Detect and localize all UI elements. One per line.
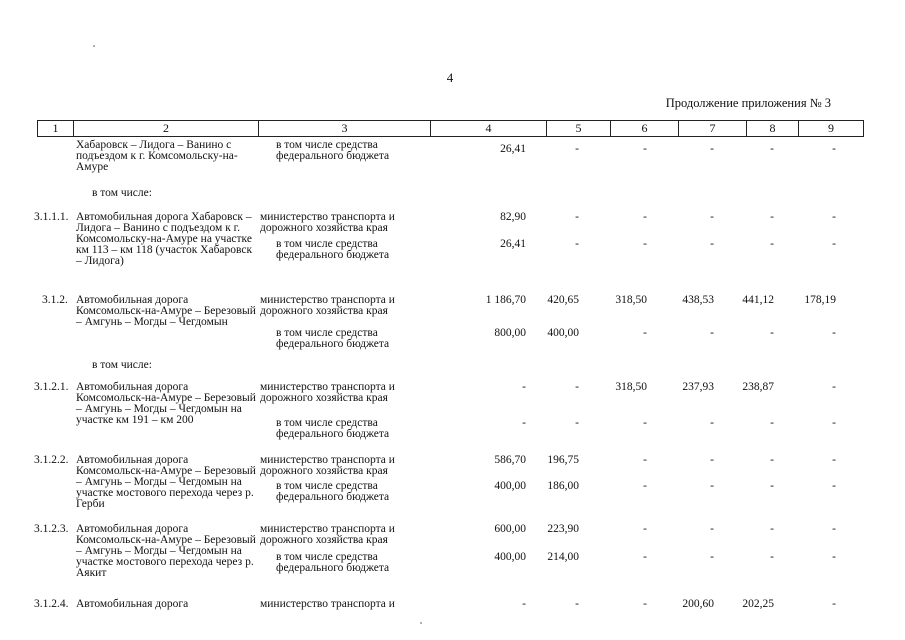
responsible-executor: министерство транспорта и дорожного хозяйства края: [260, 523, 395, 546]
value-col-5: -: [575, 598, 579, 610]
funding-source: в том числе средства федерального бюджета: [276, 417, 390, 440]
value-col-4: -: [522, 381, 526, 393]
item-code: 3.1.1.1.: [34, 211, 69, 223]
value-col-8: 238,87: [742, 381, 774, 393]
subtotal-label: в том числе:: [92, 187, 152, 199]
value-col-4: -: [522, 598, 526, 610]
value-col-7: -: [710, 480, 714, 492]
value-col-5: -: [575, 238, 579, 250]
page-number: 4: [446, 70, 454, 85]
value-col-9: -: [832, 238, 836, 250]
value-col-6: -: [643, 417, 647, 429]
value-col-7: 200,60: [682, 598, 714, 610]
funding-source: в том числе средства федерального бюджета: [276, 139, 390, 162]
value-col-7: 237,93: [682, 381, 714, 393]
value-col-9: 178,19: [804, 294, 836, 306]
value-col-9: -: [832, 211, 836, 223]
value-col-5: -: [575, 143, 579, 155]
value-col-7: -: [710, 454, 714, 466]
value-col-5: 214,00: [547, 551, 579, 563]
value-col-5: 420,65: [547, 294, 579, 306]
value-col-6: -: [643, 327, 647, 339]
value-col-6: -: [643, 480, 647, 492]
value-col-7: -: [710, 238, 714, 250]
header-col-5: 5: [547, 121, 611, 137]
value-col-8: -: [770, 143, 774, 155]
value-col-4: 400,00: [494, 551, 526, 563]
value-col-9: -: [832, 143, 836, 155]
value-col-4: 1 186,70: [485, 294, 526, 306]
header-col-2: 2: [74, 121, 259, 137]
road-name: Автомобильная дорога: [76, 598, 189, 610]
header-col-4: 4: [431, 121, 547, 137]
value-col-8: -: [770, 211, 774, 223]
road-name: Хабаровск – Лидога – Ванино с подъездом к г. Комсомольску-на-Амуре: [76, 139, 238, 173]
value-col-8: 441,12: [742, 294, 774, 306]
value-col-5: -: [575, 211, 579, 223]
value-col-4: 586,70: [494, 454, 526, 466]
value-col-5: -: [575, 417, 579, 429]
value-col-6: 318,50: [615, 294, 647, 306]
value-col-4: 82,90: [500, 211, 526, 223]
table-header: [37, 120, 864, 137]
value-col-6: -: [643, 598, 647, 610]
value-col-5: 186,00: [547, 480, 579, 492]
value-col-9: -: [832, 417, 836, 429]
responsible-executor: министерство транспорта и дорожного хозяйства края: [260, 294, 395, 317]
value-col-5: 400,00: [547, 327, 579, 339]
value-col-9: -: [832, 480, 836, 492]
value-col-9: -: [832, 454, 836, 466]
value-col-6: -: [643, 238, 647, 250]
value-col-6: -: [643, 211, 647, 223]
value-col-4: -: [522, 417, 526, 429]
value-col-4: 26,41: [500, 238, 526, 250]
continuation-caption: Продолжение приложения № 3: [665, 96, 831, 110]
road-name: Автомобильная дорога Комсомольск-на-Амуре – Березовый – Амгунь – Могды – Чегдомын: [76, 294, 256, 328]
value-col-5: -: [575, 381, 579, 393]
value-col-7: -: [710, 417, 714, 429]
value-col-8: -: [770, 523, 774, 535]
value-col-8: -: [770, 238, 774, 250]
value-col-5: 223,90: [547, 523, 579, 535]
responsible-executor: министерство транспорта и: [260, 598, 395, 610]
item-code: 3.1.2.4.: [34, 598, 69, 610]
header-col-3: 3: [259, 121, 431, 137]
value-col-9: -: [832, 327, 836, 339]
item-code: 3.1.2.3.: [34, 523, 69, 535]
subtotal-label: в том числе:: [92, 359, 152, 371]
value-col-9: -: [832, 551, 836, 563]
header-col-1: 1: [38, 121, 74, 137]
value-col-7: -: [710, 143, 714, 155]
road-name: Автомобильная дорога Комсомольск-на-Амуре – Березовый – Амгунь – Могды – Чегдомын на участке мостового перехода через р. Герби: [76, 454, 256, 510]
value-col-9: -: [832, 523, 836, 535]
value-col-8: 202,25: [742, 598, 774, 610]
value-col-8: -: [770, 551, 774, 563]
value-col-6: -: [643, 551, 647, 563]
funding-source: в том числе средства федерального бюджета: [276, 238, 390, 261]
value-col-5: 196,75: [547, 454, 579, 466]
item-code: 3.1.2.: [42, 294, 68, 306]
value-col-7: 438,53: [682, 294, 714, 306]
value-col-8: -: [770, 454, 774, 466]
responsible-executor: министерство транспорта и дорожного хозяйства края: [260, 381, 395, 404]
value-col-4: 600,00: [494, 523, 526, 535]
value-col-9: -: [832, 381, 836, 393]
item-code: 3.1.2.2.: [34, 454, 69, 466]
value-col-7: -: [710, 327, 714, 339]
funding-source: в том числе средства федерального бюджета: [276, 327, 390, 350]
header-col-9: 9: [799, 121, 864, 137]
value-col-4: 800,00: [494, 327, 526, 339]
value-col-8: -: [770, 417, 774, 429]
responsible-executor: министерство транспорта и дорожного хозяйства края: [260, 211, 395, 234]
road-name: Автомобильная дорога Комсомольск-на-Амуре – Березовый – Амгунь – Могды – Чегдомын на участке мостового перехода через р. Аякит: [76, 523, 256, 579]
scan-artifact: [420, 622, 422, 624]
funding-source: в том числе средства федерального бюджета: [276, 480, 390, 503]
value-col-7: -: [710, 211, 714, 223]
value-col-6: -: [643, 454, 647, 466]
value-col-8: -: [770, 327, 774, 339]
value-col-6: -: [643, 143, 647, 155]
road-name: Автомобильная дорога Комсомольск-на-Амуре – Березовый – Амгунь – Могды – Чегдомын на участке км 191 – км 200: [76, 381, 256, 426]
header-col-7: 7: [679, 121, 747, 137]
value-col-7: -: [710, 551, 714, 563]
value-col-6: 318,50: [615, 381, 647, 393]
value-col-7: -: [710, 523, 714, 535]
value-col-8: -: [770, 480, 774, 492]
funding-source: в том числе средства федерального бюджета: [276, 551, 390, 574]
scan-artifact: [93, 45, 95, 47]
road-name: Автомобильная дорога Хабаровск – Лидога – Ванино с подъездом к г. Комсомольску-на-Амуре на участке км 113 – км 118 (участок Хабаровск – Лидога): [76, 211, 253, 267]
header-col-8: 8: [747, 121, 799, 137]
header-col-6: 6: [611, 121, 679, 137]
responsible-executor: министерство транспорта и дорожного хозяйства края: [260, 454, 395, 477]
value-col-4: 26,41: [500, 143, 526, 155]
value-col-6: -: [643, 523, 647, 535]
item-code: 3.1.2.1.: [34, 381, 69, 393]
value-col-4: 400,00: [494, 480, 526, 492]
value-col-9: -: [832, 598, 836, 610]
